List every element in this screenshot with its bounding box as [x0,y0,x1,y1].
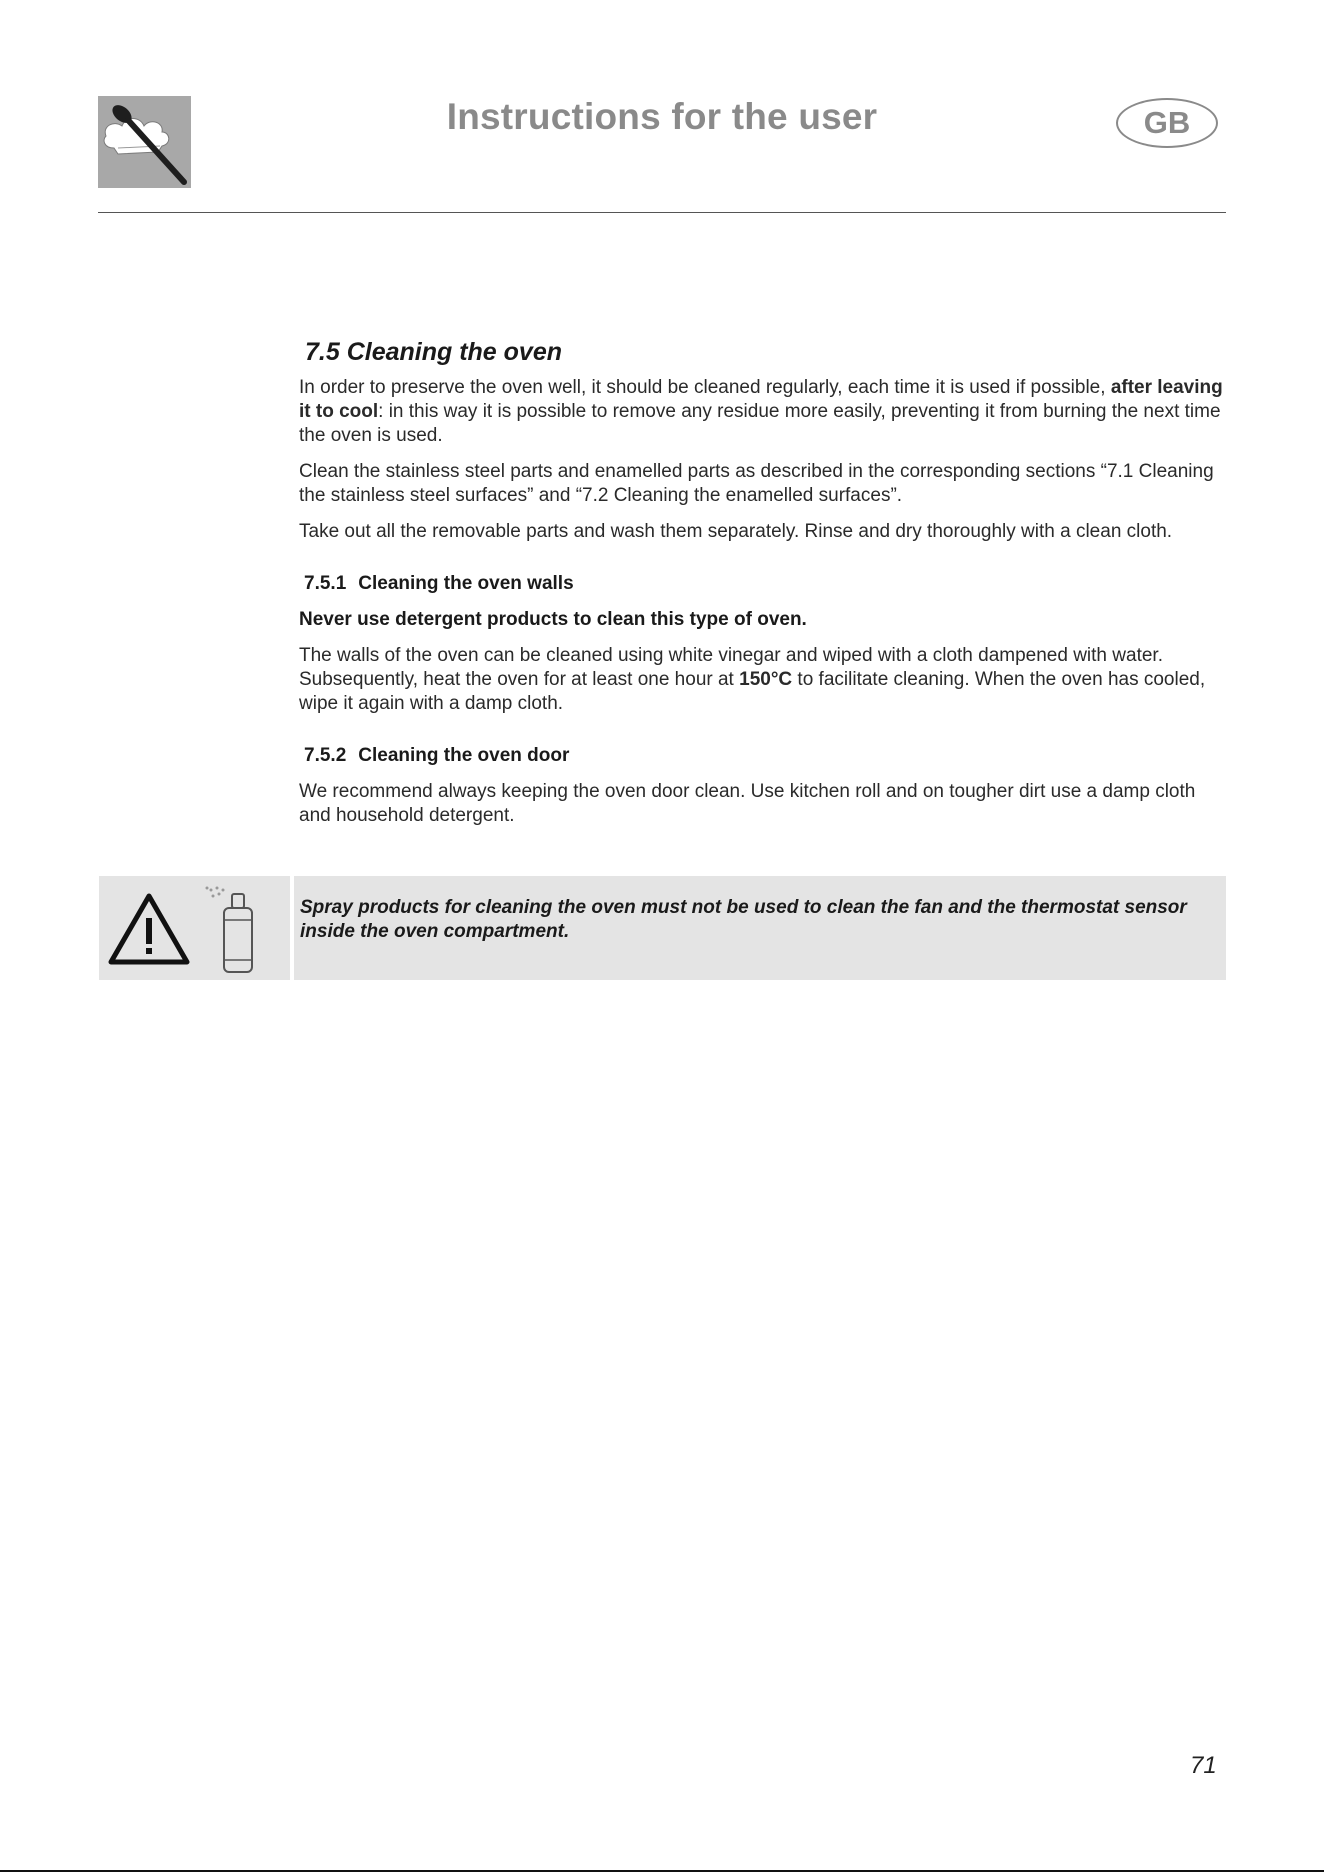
spray-can-icon [206,887,253,973]
section-paragraph-2: Clean the stainless steel parts and enamelled parts as described in the corresponding sections “7.1 Cleaning the stainless steel surfaces” and “7.2 Cleaning the enamelled surfaces”. [299,461,1214,506]
subsection-heading-2 [304,744,1224,768]
subsection-number: 7.5.1 [304,573,347,594]
subsection-number: 7.5.2 [304,745,347,766]
subsection-title: Cleaning the oven door [358,745,570,766]
subsection-title: Cleaning the oven walls [358,573,574,594]
temperature-value: 150°C [739,669,793,690]
warning-text: Spray products for cleaning the oven must not be used to clean the fan and the thermostat sensor inside the oven compartment. [300,897,1187,942]
paragraph-emphasis: after leaving it to cool [299,377,1223,422]
warning-box [99,876,1226,980]
main-content [299,340,1224,840]
paragraph-text: : in this way it is possible to remove any residue more easily, preventing it from burning the next time the oven is used. [299,401,1221,446]
page-number: 71 [1190,1752,1217,1779]
subsection-heading-1 [304,572,1224,596]
section-paragraph-1 [299,376,1224,448]
paragraph-text: to facilitate cleaning. When the oven has cooled, wipe it again with a damp cloth. [299,669,1206,714]
language-badge: GB [1116,98,1218,148]
subsection-paragraph-1 [299,644,1224,716]
warning-triangle-icon [111,896,187,962]
paragraph-text: In order to preserve the oven well, it should be cleaned regularly, each time it is used if possible, [299,377,1111,398]
subsection-paragraph-2: We recommend always keeping the oven door clean. Use kitchen roll and on tougher dirt use a damp cloth and household detergent. [299,781,1196,826]
warning-icons [99,876,290,980]
section-paragraph-3: Take out all the removable parts and wash them separately. Rinse and dry thoroughly with a clean cloth. [299,521,1173,542]
page-header-title: Instructions for the user [446,96,878,137]
section-heading: 7.5 Cleaning the oven [305,338,563,366]
header-divider [98,212,1226,213]
subsection-warning: Never use detergent products to clean this type of oven. [299,609,807,630]
paragraph-text: The walls of the oven can be cleaned using white vinegar and wiped with a cloth dampened with water. Subsequently, heat the oven for at least one hour at [299,645,1163,690]
warning-divider [290,876,294,980]
